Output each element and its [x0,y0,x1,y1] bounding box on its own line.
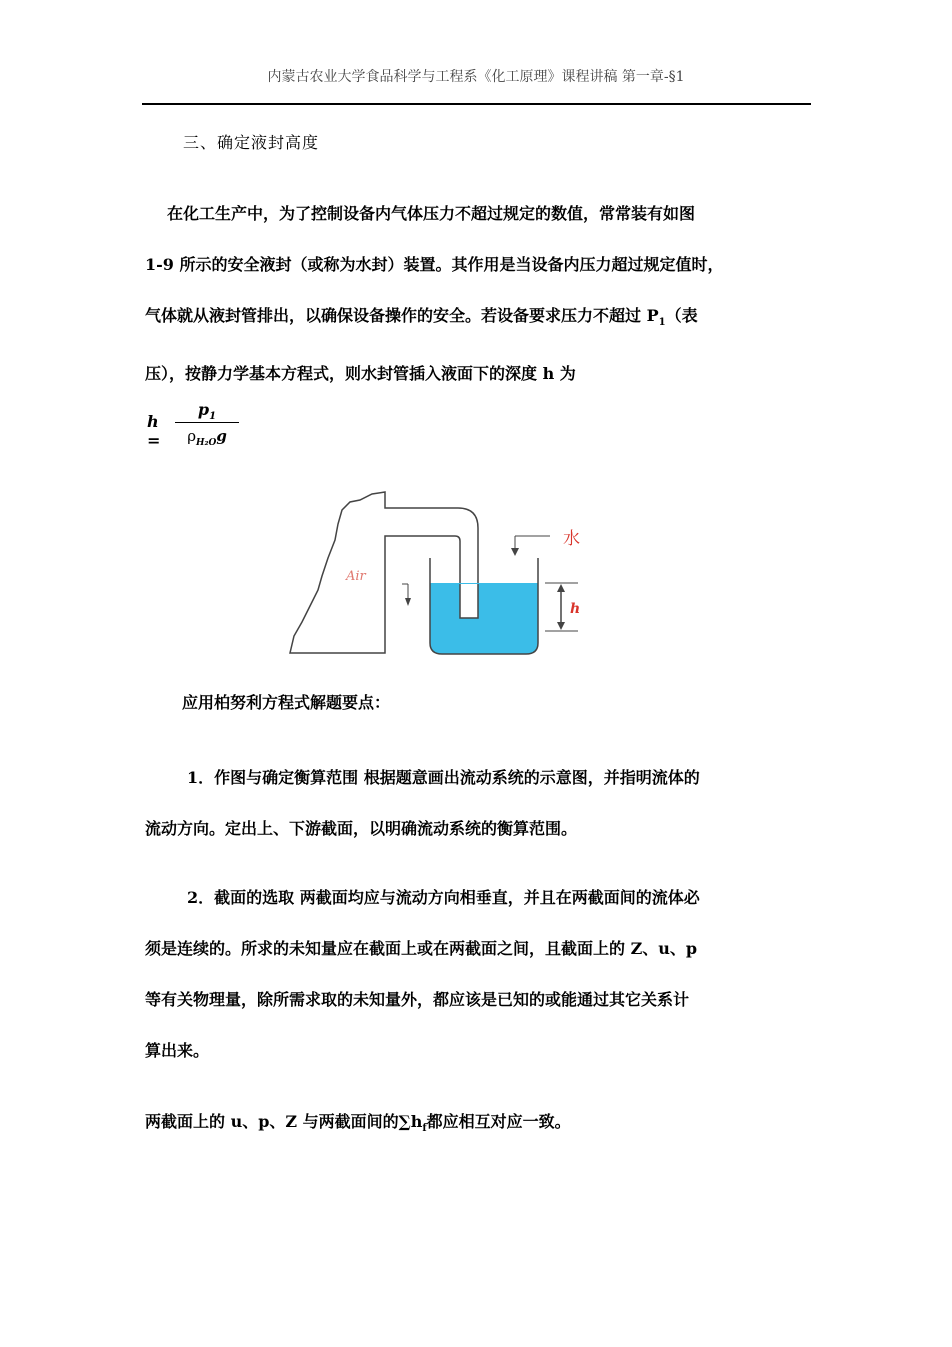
outlet-arrow-icon [405,598,411,606]
water-label: 水 [563,529,580,549]
air-label: Air [346,569,366,584]
formula-denominator: $\rho_{H_2O}g$ [187,427,227,448]
item2-line4: 算出来。 [145,1041,210,1060]
section-title: 三、确定液封高度 [183,133,320,152]
formula-fraction [175,400,239,448]
h-label: h [570,601,581,617]
item1-line1: 1．作图与确定衡算范围 根据题意画出流动系统的示意图，并指明流体的 [187,768,700,787]
item2-line1: 2．截面的选取 两截面均应与流动方向相垂直，并且在两截面间的流体必 [187,888,700,907]
item2-line3: 等有关物理量，除所需求取的未知量外，都应该是已知的或能通过其它关系计 [145,990,690,1009]
intro-line-1: 在化工生产中，为了控制设备内气体压力不超过规定的数值，常常装有如图 [167,204,696,223]
intro-line-2: 1-9 所示的安全液封（或称为水封）装置。其作用是当设备内压力超过规定值时， [145,255,724,274]
bernoulli-subheading: 应用柏努利方程式解题要点： [182,693,391,712]
list-item [145,752,813,854]
intro-line-3a: 气体就从液封管排出，以确保设备操作的安全。若设备要求压力不超过 P [145,306,659,325]
p1-subscript: 1 [658,317,666,329]
water-arrow-icon [511,548,519,556]
page-header: 内蒙古农业大学食品科学与工程系《化工原理》课程讲稿 第一章-§1 [267,69,685,85]
liquid-seal-diagram [280,488,600,663]
water-fill [430,583,538,654]
intro-line-3 [145,290,813,348]
h-arrow-up-icon [557,584,565,592]
seal-pipe-gap [460,584,478,618]
item2-line2: 须是连续的。所求的未知量应在截面上或在两截面之间，且截面上的 Z、u、p [145,939,698,958]
formula-numerator: $p_1$ [197,400,217,423]
header-rule [142,103,811,105]
item1-line2: 流动方向。定出上、下游截面，以明确流动系统的衡算范围。 [145,819,578,838]
list-item [145,872,813,1076]
intro-line-4: 压），按静力学基本方程式，则水封管插入液面下的深度 h 为 [145,364,576,384]
intro-line-3b: （表 [665,306,698,325]
fraction-bar [175,422,239,423]
formula-lhs: h = [147,412,161,450]
intro-paragraph [145,188,813,399]
h-arrow-down-icon [557,622,565,630]
closing-line: 两截面上的 u、p、Z 与两截面间的$\sum h_f$都应相互对应一致。 [145,1112,571,1135]
